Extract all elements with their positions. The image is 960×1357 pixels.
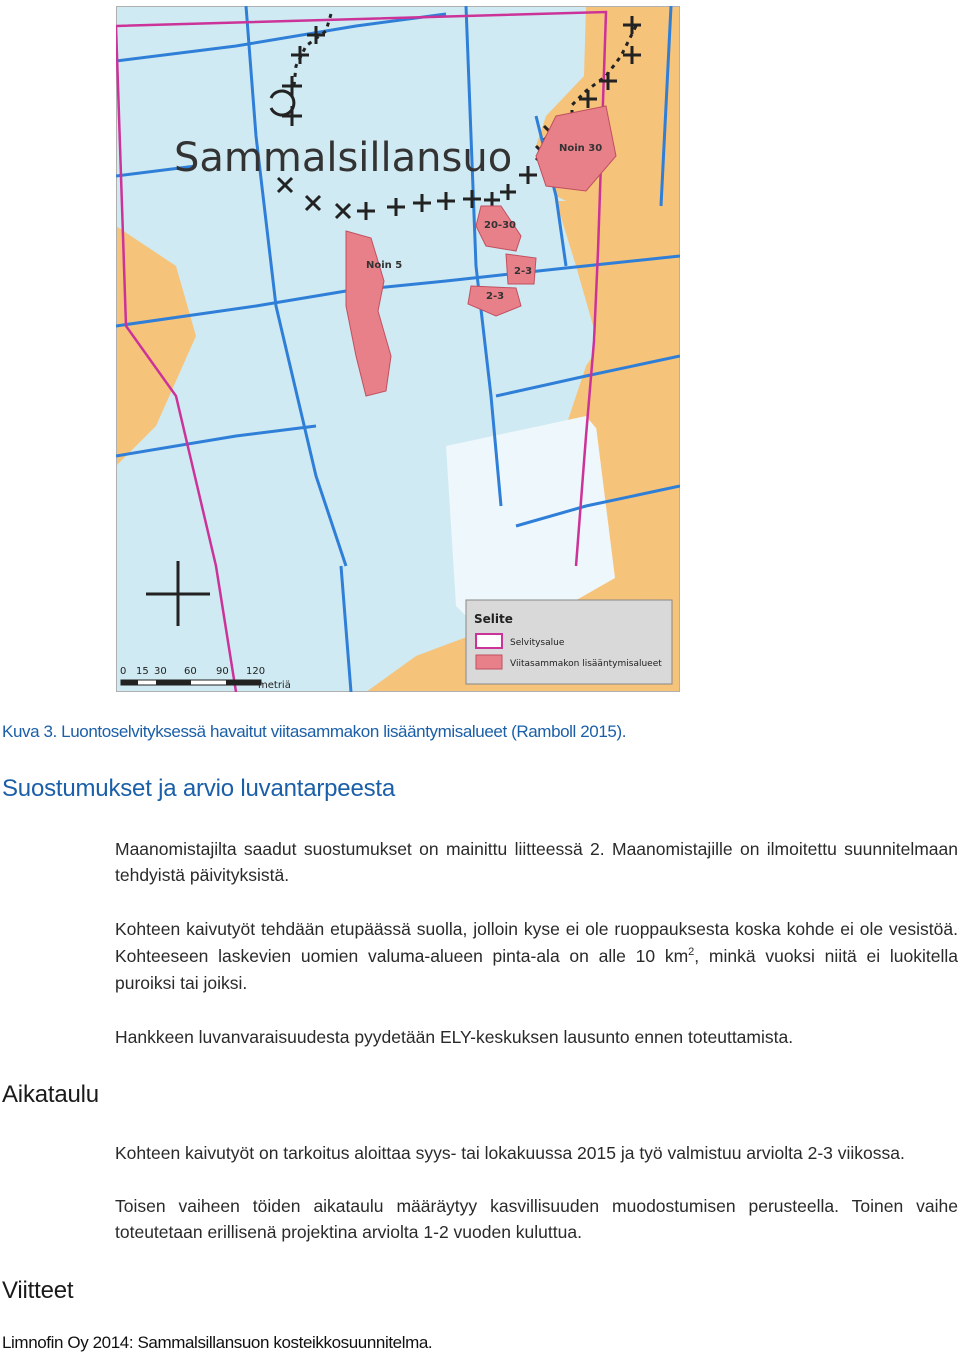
heading-schedule: Aikataulu	[2, 1081, 99, 1108]
svg-text:120: 120	[246, 666, 266, 677]
heading-references: Viitteet	[2, 1277, 74, 1304]
paragraph-consents-1: Maanomistajilta saadut suostumukset on mainittu liitteessä 2. Maanomistajille on ilmoitettu suunnitelmaan tehdyistä päivityksistä.	[115, 839, 958, 885]
map-legend	[466, 600, 672, 684]
reference-item: Limnofin Oy 2014: Sammalsillansuon kosteikkosuunnitelma.	[2, 1333, 433, 1352]
svg-text:30: 30	[154, 666, 167, 677]
paragraph-consents-2: Kohteen kaivutyöt tehdään etupäässä suolla, jolloin kyse ei ole ruoppauksesta koska kohde ei ole vesistöä. Kohteeseen laskevien uomien valuma-alueen pinta-ala on alle 10 $km^2$, minkä vuoksi niitä ei luokitella puroiksi tai joiksi.	[115, 919, 958, 993]
legend-label-breeding: Viitasammakon lisääntymisalueet	[510, 659, 662, 669]
paragraph-schedule-2: Toisen vaiheen töiden aikataulu määräytyy kasvillisuuden muodostumisen perusteella. Toinen vaihe toteutetaan erillisenä projektina arviolta 1-2 vuoden kuluttua.	[115, 1196, 958, 1242]
legend-swatch-survey	[476, 634, 502, 648]
svg-text:60: 60	[184, 666, 197, 677]
map-title: Sammalsillansuo	[174, 135, 513, 181]
paragraph-schedule-1: Kohteen kaivutyöt on tarkoitus aloittaa syys- tai lokakuussa 2015 ja työ valmistuu arviolta 2-3 viikossa.	[115, 1143, 905, 1163]
area-label-noin-5: Noin 5	[366, 260, 403, 271]
map-figure	[116, 6, 680, 692]
area-label-noin-30: Noin 30	[559, 143, 603, 154]
area-label-20-30: 20-30	[484, 220, 516, 231]
heading-consents: Suostumukset ja arvio luvantarpeesta	[2, 775, 396, 802]
figure-caption: Kuva 3. Luontoselvityksessä havaitut viitasammakon lisääntymisalueet (Ramboll 2015).	[2, 722, 627, 741]
svg-text:0: 0	[120, 666, 127, 677]
svg-text:15: 15	[136, 666, 149, 677]
svg-text:90: 90	[216, 666, 229, 677]
paragraph-consents-3: Hankkeen luvanvaraisuudesta pyydetään ELY-keskuksen lausunto ennen toteuttamista.	[115, 1027, 794, 1047]
scale-unit: metriä	[258, 680, 291, 691]
legend-title: Selite	[474, 612, 513, 626]
area-label-2-3-a: 2-3	[514, 266, 533, 277]
legend-swatch-breeding	[476, 655, 502, 669]
legend-label-survey: Selvitysalue	[510, 638, 565, 648]
area-label-2-3-b: 2-3	[486, 291, 505, 302]
